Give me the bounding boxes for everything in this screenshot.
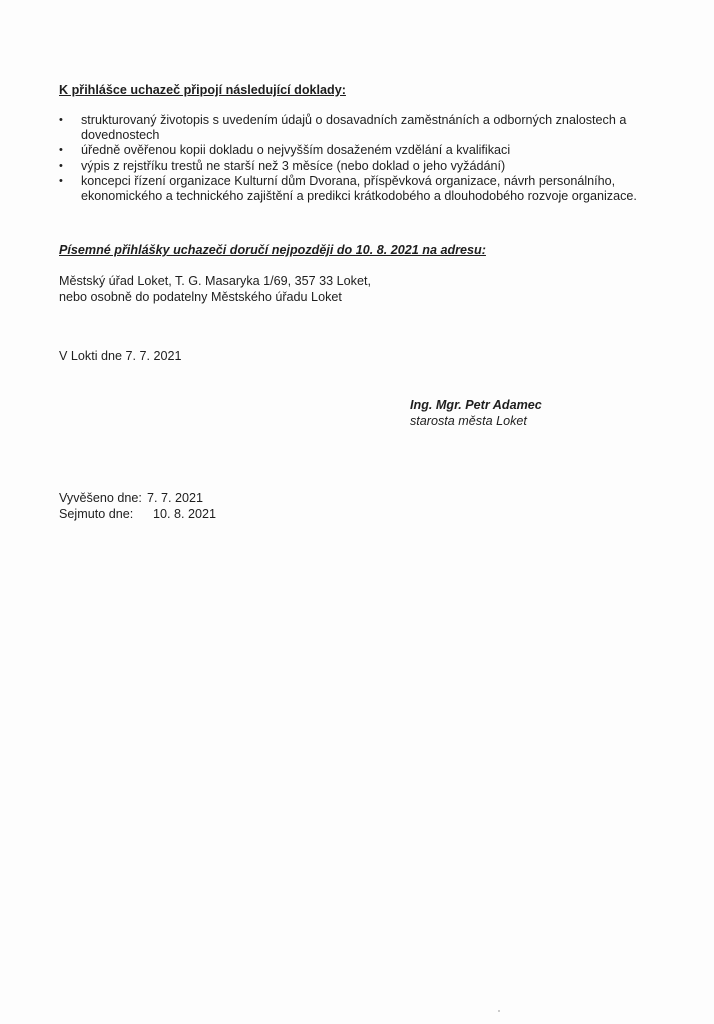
list-item bbox=[59, 174, 669, 204]
bullet-icon: • bbox=[59, 114, 63, 126]
list-item bbox=[59, 159, 669, 174]
address-line: Městský úřad Loket, T. G. Masaryka 1/69, 357 33 Loket, bbox=[59, 274, 371, 288]
bullet-icon: • bbox=[59, 174, 63, 187]
signatory-name: Ing. Mgr. Petr Adamec bbox=[410, 398, 542, 412]
posted-value: 7. 7. 2021 bbox=[147, 491, 204, 505]
signatory-title: starosta města Loket bbox=[410, 414, 527, 428]
list-item-text: úředně ověřenou kopii dokladu o nejvyšším dosaženém vzdělání a kvalifikaci bbox=[81, 143, 511, 158]
submission-address bbox=[59, 273, 371, 305]
list-item-text: koncepci řízení organizace Kulturní dům Dvorana, příspěvková organizace, návrh personálního, ekonomického a technického zajištění a predikci krátkodobého a dlouhodobého rozvoje organizace. bbox=[81, 173, 637, 204]
submission-heading: Písemné přihlášky uchazeči doručí nejpozději do 10. 8. 2021 na adresu: bbox=[59, 243, 486, 257]
list-item-text: výpis z rejstříku trestů ne starší než 3 měsíce (nebo doklad o jeho vyžádání) bbox=[81, 158, 506, 173]
scan-speck bbox=[498, 1010, 500, 1012]
posted-label: Vyvěšeno dne: bbox=[59, 491, 142, 505]
bullet-icon: • bbox=[59, 144, 63, 157]
removed-label: Sejmuto dne: bbox=[59, 507, 134, 521]
place-date: V Lokti dne 7. 7. 2021 bbox=[59, 349, 182, 363]
signature-block bbox=[410, 397, 542, 429]
removed-value: 10. 8. 2021 bbox=[153, 507, 217, 521]
list-item bbox=[59, 143, 669, 158]
bullet-icon: • bbox=[59, 159, 63, 172]
address-line: nebo osobně do podatelny Městského úřadu Loket bbox=[59, 290, 342, 304]
list-item bbox=[59, 113, 669, 143]
attachments-list bbox=[59, 113, 669, 204]
list-item-text: strukturovaný životopis s uvedením údajů o dosavadních zaměstnáních a odborných znalostech a dovednostech bbox=[81, 113, 627, 143]
attachments-heading: K přihlášce uchazeč připojí následující doklady: bbox=[59, 83, 346, 97]
